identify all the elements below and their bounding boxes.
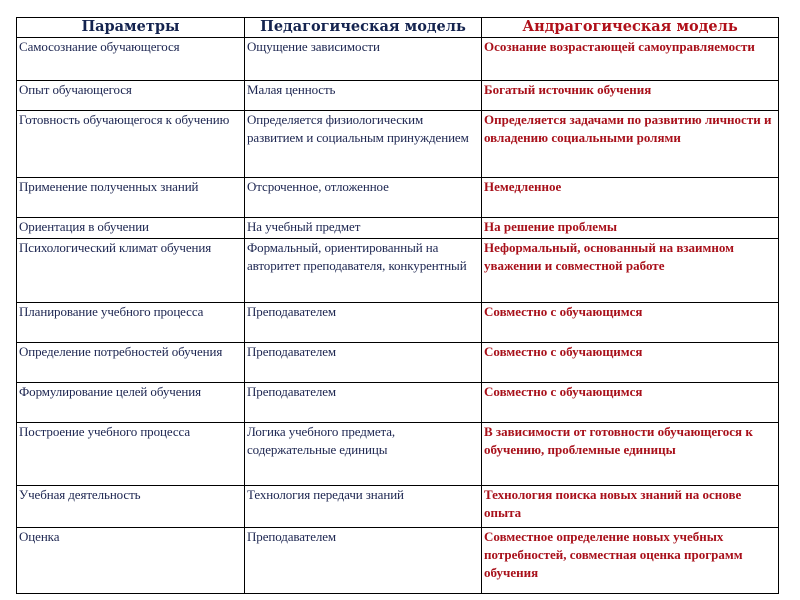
pedagogical-cell: Преподавателем (245, 303, 482, 343)
table-row (17, 383, 779, 423)
param-cell: Определение потребностей обучения (17, 343, 245, 383)
param-cell: Применение полученных знаний (17, 178, 245, 218)
param-cell: Оценка (17, 528, 245, 594)
table-row (17, 343, 779, 383)
param-cell: Построение учебного процесса (17, 423, 245, 486)
pedagogical-cell: Ощущение зависимости (245, 38, 482, 81)
param-cell: Планирование учебного процесса (17, 303, 245, 343)
table-row (17, 423, 779, 486)
table-row (17, 81, 779, 111)
andragogical-cell: Богатый источник обучения (482, 81, 779, 111)
table-row (17, 218, 779, 239)
table-row (17, 239, 779, 303)
table-row (17, 528, 779, 594)
param-cell: Учебная деятельность (17, 486, 245, 528)
andragogical-cell: В зависимости от готовности обучающегося к обучению, проблемные единицы (482, 423, 779, 486)
param-cell: Готовность обучающегося к обучению (17, 111, 245, 178)
pedagogical-cell: Отсроченное, отложенное (245, 178, 482, 218)
param-cell: Самосознание обучающегося (17, 38, 245, 81)
pedagogical-cell: Преподавателем (245, 343, 482, 383)
param-cell: Ориентация в обучении (17, 218, 245, 239)
andragogical-cell: Технология поиска новых знаний на основе опыта (482, 486, 779, 528)
header-pedagogical-model: Педагогическая модель (245, 18, 482, 38)
header-parameters: Параметры (17, 18, 245, 38)
param-cell: Формулирование целей обучения (17, 383, 245, 423)
pedagogical-cell: Малая ценность (245, 81, 482, 111)
pedagogical-cell: Логика учебного предмета, содержательные единицы (245, 423, 482, 486)
andragogical-cell: Неформальный, основанный на взаимном уважении и совместной работе (482, 239, 779, 303)
table-row (17, 111, 779, 178)
pedagogical-cell: Технология передачи знаний (245, 486, 482, 528)
andragogical-cell: Немедленное (482, 178, 779, 218)
pedagogical-cell: Определяется физиологическим развитием и социальным принуждением (245, 111, 482, 178)
pedagogical-cell: Преподавателем (245, 383, 482, 423)
table-row (17, 303, 779, 343)
header-row (17, 18, 779, 38)
andragogical-cell: Совместно с обучающимся (482, 383, 779, 423)
header-andragogical-model: Андрагогическая модель (482, 18, 779, 38)
andragogical-cell: Определяется задачами по развитию личности и овладению социальными ролями (482, 111, 779, 178)
andragogical-cell: Совместно с обучающимся (482, 343, 779, 383)
pedagogical-cell: Формальный, ориентированный на авторитет преподавателя, конкурентный (245, 239, 482, 303)
table-row (17, 38, 779, 81)
andragogical-cell: На решение проблемы (482, 218, 779, 239)
param-cell: Опыт обучающегося (17, 81, 245, 111)
param-cell: Психологический климат обучения (17, 239, 245, 303)
andragogical-cell: Совместно с обучающимся (482, 303, 779, 343)
andragogical-cell: Совместное определение новых учебных потребностей, совместная оценка программ обучения (482, 528, 779, 594)
andragogical-cell: Осознание возрастающей самоуправляемости (482, 38, 779, 81)
table-row (17, 178, 779, 218)
comparison-table (16, 17, 779, 594)
pedagogical-cell: На учебный предмет (245, 218, 482, 239)
table-row (17, 486, 779, 528)
pedagogical-cell: Преподавателем (245, 528, 482, 594)
